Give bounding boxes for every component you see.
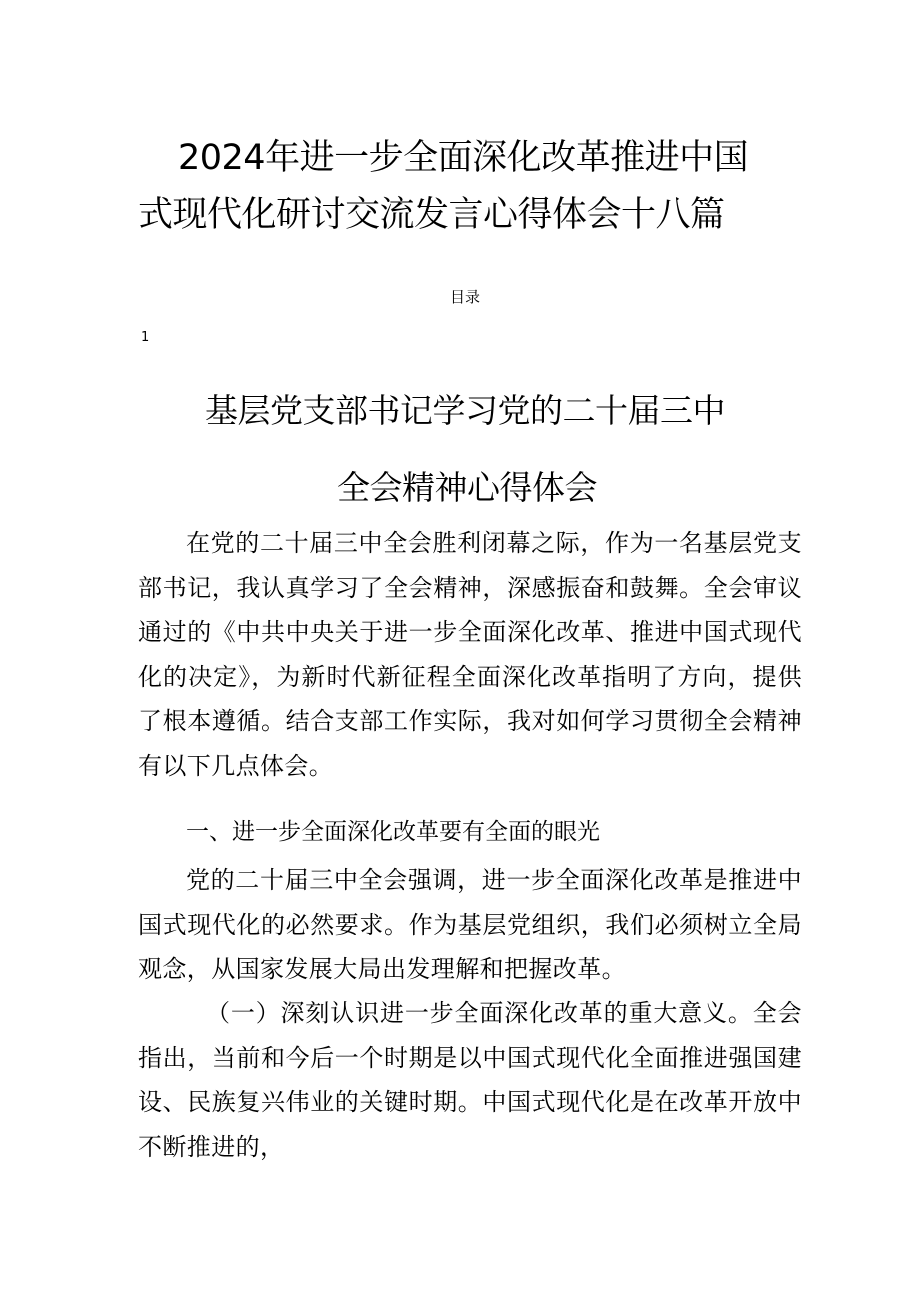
article-paragraph-subsection-1: （一）深刻认识进一步全面深化改革的重大意义。全会指出，当前和今后一个时期是以中国式现代化全面推进强国建设、民族复兴伟业的关键时期。中国式现代化是在改革开放中不断推进的， <box>138 999 802 1161</box>
toc-label: 目录 <box>449 288 480 306</box>
article-paragraph-intro: 在党的二十届三中全会胜利闭幕之际，作为一名基层党支部书记，我认真学习了全会精神，深感振奋和鼓舞。全会审议通过的《中共中央关于进一步全面深化改革、推进中国式现代化的决定》，为新时代新征程全面深化改革指明了方向，提供了根本遵循。结合支部工作实际，我对如何学习贯彻全会精神有以下几点体会。 <box>138 529 802 780</box>
article-paragraph-section-1: 党的二十届三中全会强调，进一步全面深化改革是推进中国式现代化的必然要求。作为基层党组织，我们必须树立全局观念，从国家发展大局出发理解和把握改革。 <box>138 866 802 983</box>
section-heading-1: 一、进一步全面深化改革要有全面的眼光 <box>186 819 600 845</box>
toc-entry-number: 1 <box>141 330 150 345</box>
article-title-line-1: 基层党支部书记学习党的二十届三中 <box>205 391 725 430</box>
document-title-line-1: 2024年进一步全面深化改革推进中国 <box>178 138 749 178</box>
article-title-line-2: 全会精神心得体会 <box>337 468 597 507</box>
document-title-line-2: 式现代化研讨交流发言心得体会十八篇 <box>138 195 725 235</box>
